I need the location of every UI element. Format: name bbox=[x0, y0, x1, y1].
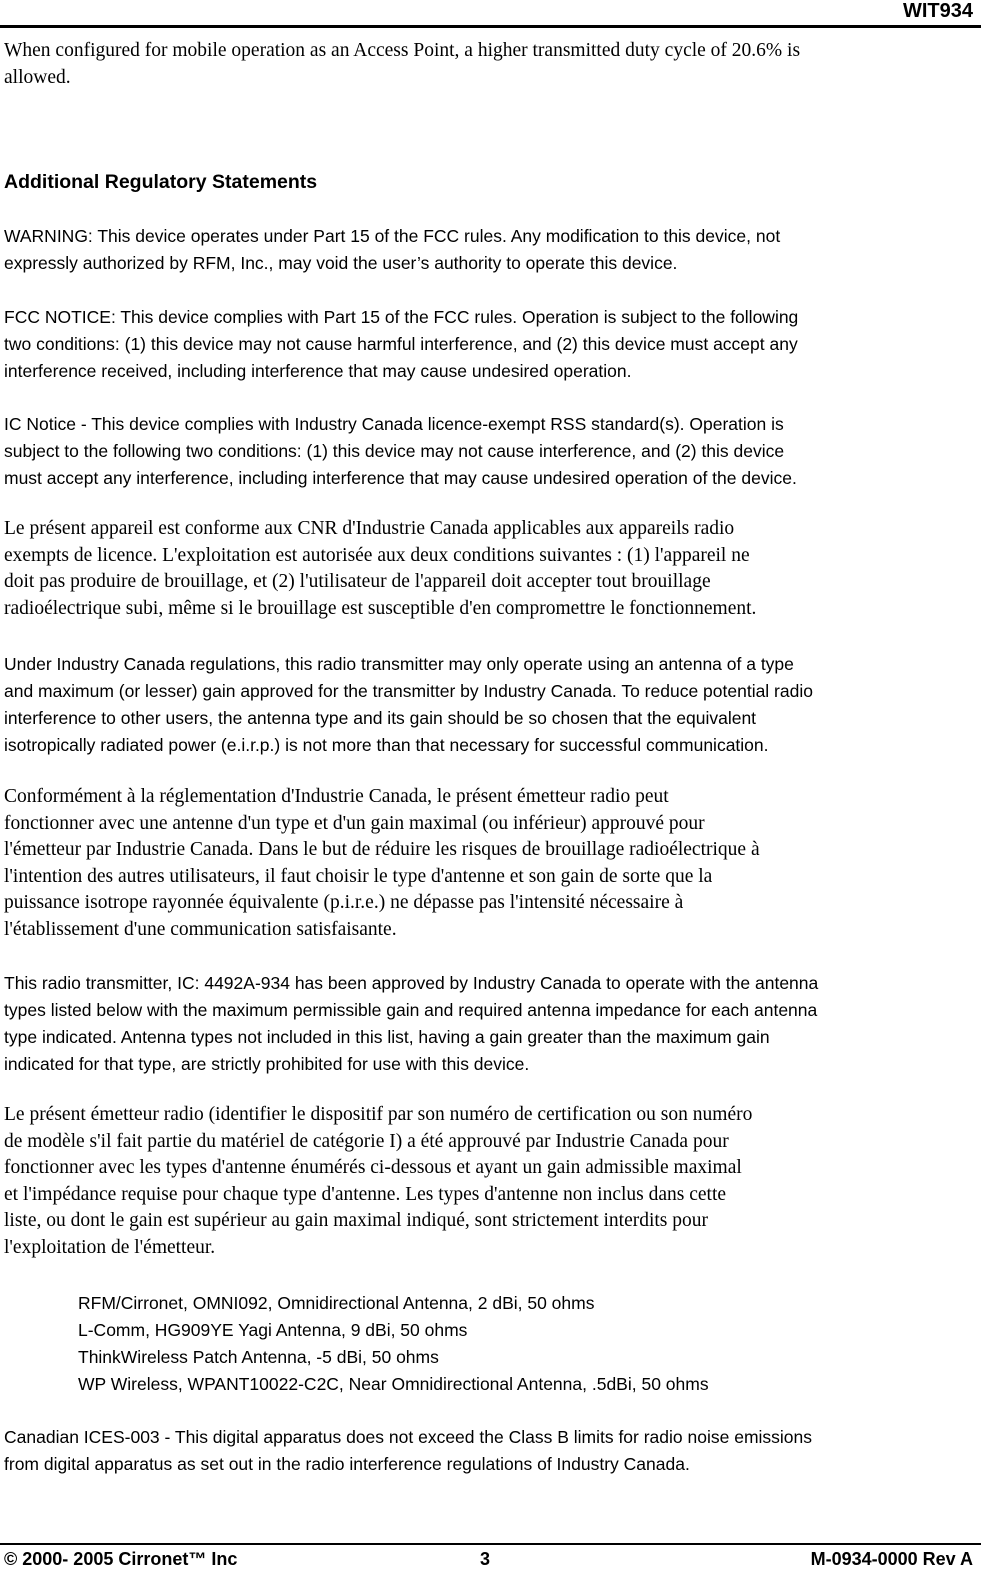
antenna-regulation-french-paragraph: Conformément à la réglementation d'Industrie Canada, le présent émetteur radio peut fonctionner avec une antenne d'un type et d'un gain maximal (ou inférieur) approuvé pour l'émetteur par Industrie Canada. Dans le but de réduire les risques de brouillage radioélectrique à l'intention des autres utilisateurs, il faut choisir le type d'antenne et son gain de sorte que la puissance isotrope rayonnée équivalente (p.i.r.e.) ne dépasse pas l'intensité nécessaire à l'établissement d'une communication satisfaisante. bbox=[4, 786, 760, 940]
list-item: WP Wireless, WPANT10022-C2C, Near Omnidirectional Antenna, .5dBi, 50 ohms bbox=[78, 1374, 709, 1394]
section-heading: Additional Regulatory Statements bbox=[4, 171, 318, 193]
antenna-regulation-paragraph: Under Industry Canada regulations, this radio transmitter may only operate using an antenna of a type and maximum (or lesser) gain approved for the transmitter by Industry Canada. To reduce potential radio interference to other users, the antenna type and its gain should be so chosen that the equivalent isotropically radiated power (e.i.r.p.) is not more than that necessary for successful communication. bbox=[4, 654, 813, 755]
footer-document-number: M-0934-0000 Rev A bbox=[810, 1549, 973, 1569]
list-item: ThinkWireless Patch Antenna, -5 dBi, 50 ohms bbox=[78, 1347, 439, 1367]
footer-copyright: © 2000- 2005 Cirronet™ Inc bbox=[4, 1549, 238, 1569]
ic-notice-paragraph: IC Notice - This device complies with Industry Canada licence-exempt RSS standard(s). Operation is subject to the following two conditions: (1) this device may not cause interference, and (2) this device must accept any interference, including interference that may cause undesired operation of the device. bbox=[4, 414, 797, 488]
antenna-list bbox=[78, 1290, 709, 1398]
list-item: RFM/Cirronet, OMNI092, Omnidirectional Antenna, 2 dBi, 50 ohms bbox=[78, 1293, 595, 1313]
ices-003-paragraph: Canadian ICES-003 - This digital apparatus does not exceed the Class B limits for radio noise emissions from digital apparatus as set out in the radio interference regulations of Industry Canada. bbox=[4, 1427, 813, 1474]
ic-notice-french-paragraph: Le présent appareil est conforme aux CNR d'Industrie Canada applicables aux appareils radio exempts de licence. L'exploitation est autorisée aux deux conditions suivantes : (1) l'appareil ne doit pas produire de brouillage, et (2) l'utilisateur de l'appareil doit accepter tout brouillage radioélectrique subi, même si le brouillage est susceptible d'en compromettre le fonctionnement. bbox=[4, 518, 757, 619]
intro-paragraph: When configured for mobile operation as an Access Point, a higher transmitted duty cycle of 20.6% is allowed. bbox=[4, 40, 801, 88]
document-id: WIT934 bbox=[902, 0, 973, 22]
approved-antennas-french-paragraph: Le présent émetteur radio (identifier le dispositif par son numéro de certification ou son numéro de modèle s'il fait partie du matériel de catégorie I) a été approuvé par Industrie Canada pour fonctionner avec les types d'antenne énumérés ci-dessous et ayant un gain admissible maximal et l'impédance requise pour chaque type d'antenne. Les types d'antenne non inclus dans cette liste, ou dont le gain est supérieur au gain maximal indiqué, sont strictement interdits pour l'exploitation de l'émetteur. bbox=[4, 1104, 753, 1258]
header-rule bbox=[0, 25, 981, 28]
footer-page-number: 3 bbox=[480, 1549, 491, 1569]
warning-paragraph: WARNING: This device operates under Part 15 of the FCC rules. Any modification to this device, not expressly authorized by RFM, Inc., may void the user’s authority to operate this device. bbox=[4, 226, 781, 273]
approved-antennas-paragraph: This radio transmitter, IC: 4492A-934 has been approved by Industry Canada to operate with the antenna types listed below with the maximum permissible gain and required antenna impedance for each antenna type indicated. Antenna types not included in this list, having a gain greater than the maximum gain indicated for that type, are strictly prohibited for use with this device. bbox=[4, 973, 819, 1074]
fcc-notice-paragraph: FCC NOTICE: This device complies with Part 15 of the FCC rules. Operation is subject to the following two conditions: (1) this device may not cause harmful interference, and (2) this device must accept any interference received, including interference that may cause undesired operation. bbox=[4, 307, 799, 381]
page-header bbox=[0, 0, 981, 30]
list-item: L-Comm, HG909YE Yagi Antenna, 9 dBi, 50 ohms bbox=[78, 1320, 468, 1340]
footer-rule bbox=[0, 1543, 981, 1545]
